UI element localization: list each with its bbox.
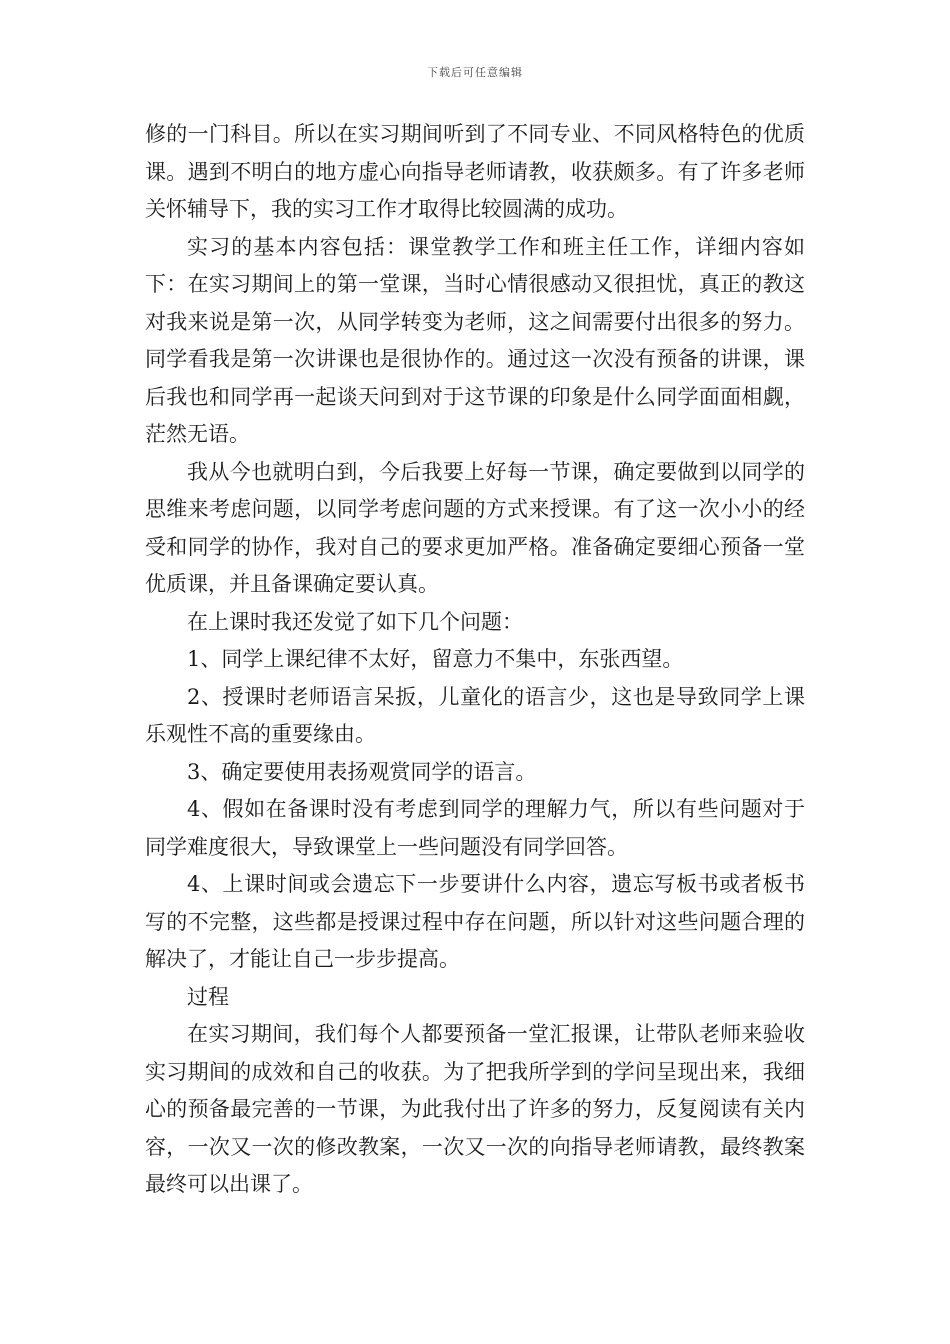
page-header: 下载后可任意编辑 bbox=[427, 66, 523, 79]
paragraph-continuation: 修的一门科目。所以在实习期间听到了不同专业、不同风格特色的优质课。遇到不明白的地方虚心向指导老师请教，收获颇多。有了许多老师关怀辅导下，我的实习工作才取得比较圆满的成功。 bbox=[145, 122, 805, 221]
list-item-problem-2: 2、授课时老师语言呆扳，儿童化的语言少，这也是导致同学上课乐观性不高的重要缘由。 bbox=[145, 684, 805, 746]
section-heading-process: 过程 bbox=[187, 984, 229, 1009]
paragraph-problems-intro: 在上课时我还发觉了如下几个问题： bbox=[187, 609, 523, 634]
paragraph-lesson-learned: 我从今也就明白到，今后我要上好每一节课，确定要做到以同学的思维来考虑问题，以同学考虑问题的方式来授课。有了这一次小小的经受和同学的协作，我对自己的要求更加严格。准备确定要细心预备一堂优质课，并且备课确定要认真。 bbox=[145, 459, 805, 596]
paragraph-report-lesson: 在实习期间，我们每个人都要预备一堂汇报课，让带队老师来验收实习期间的成效和自己的收获。为了把我所学到的学问呈现出来，我细心的预备最完善的一节课，为此我付出了许多的努力，反复阅读有关内容，一次又一次的修改教案，一次又一次的向指导老师请教，最终教案最终可以出课了。 bbox=[145, 1022, 805, 1196]
paragraph-internship-content: 实习的基本内容包括：课堂教学工作和班主任工作，详细内容如下：在实习期间上的第一堂课，当时心情很感动又很担忧，真正的教这对我来说是第一次，从同学转变为老师，这之间需要付出很多的努力。同学看我是第一次讲课也是很协作的。通过这一次没有预备的讲课，课后我也和同学再一起谈天问到对于这节课的印象是什么同学面面相觑，茫然无语。 bbox=[145, 234, 805, 446]
list-item-problem-3: 3、确定要使用表扬观赏同学的语言。 bbox=[187, 759, 537, 784]
document-body bbox=[145, 116, 805, 1204]
list-item-problem-4b: 4、上课时间或会遗忘下一步要讲什么内容，遗忘写板书或者板书写的不完整，这些都是授课过程中存在问题，所以针对这些问题合理的解决了，才能让自己一步步提高。 bbox=[145, 872, 805, 971]
list-item-problem-1: 1、同学上课纪律不太好，留意力不集中，东张西望。 bbox=[187, 647, 684, 671]
list-item-problem-4a: 4、假如在备课时没有考虑到同学的理解力气，所以有些问题对于同学难度很大，导致课堂上一些问题没有同学回答。 bbox=[145, 797, 805, 859]
